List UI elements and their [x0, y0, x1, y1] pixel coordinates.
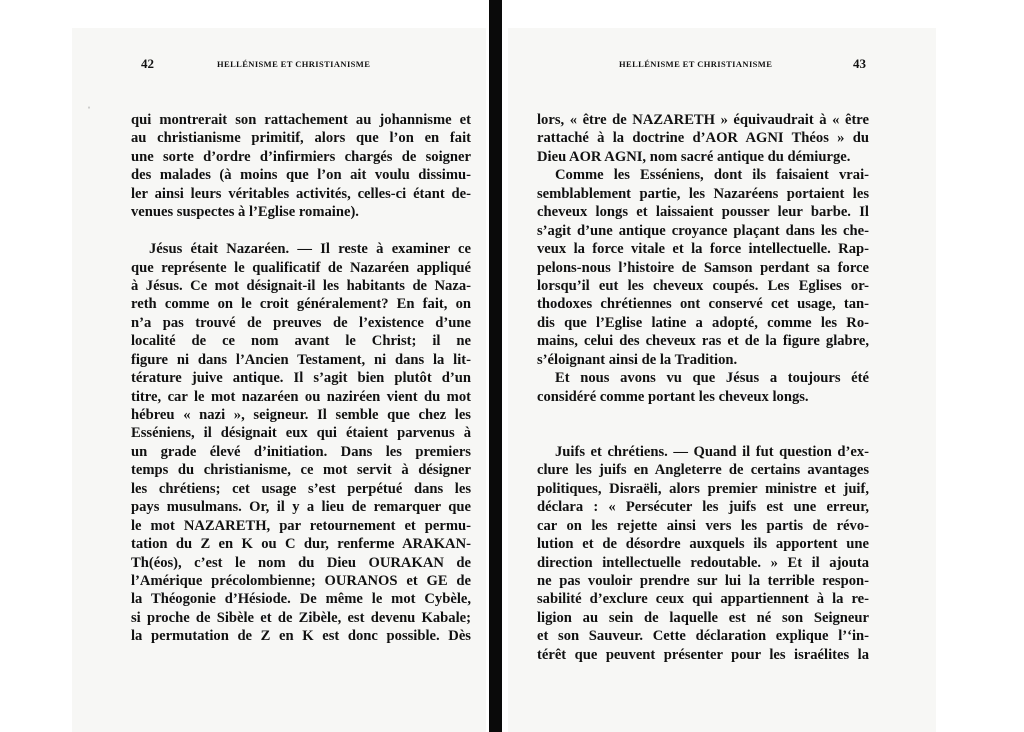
paragraph-gap	[537, 406, 869, 424]
running-head: HELLÉNISME ET CHRISTIANISME	[217, 59, 371, 69]
text-line: lors, « être de NAZARETH » équivaudrait à « être	[537, 112, 869, 128]
text-line: thodoxes chrétiennes ont conservé cet usage, tan-	[537, 296, 869, 313]
text-line: direction intellectuelle redoutable. » Et il ajouta	[537, 554, 869, 571]
text-line: térature juive antique. Il s’agit bien plutôt d’un	[131, 370, 471, 387]
text-line: et son Sauveur. Cette déclaration explique l’‘in-	[537, 628, 869, 645]
text-line: tation du Z en K ou C dur, renferme ARAKAN-	[131, 536, 471, 553]
text-line: qui montrerait son rattachement au johannisme et	[131, 112, 471, 128]
binding-shadow	[489, 0, 502, 732]
paragraph-gap	[537, 424, 869, 442]
left-body-text	[131, 111, 471, 646]
text-line: pelons-nous l’histoire de Samson perdant sa force	[537, 259, 869, 276]
text-line: considéré comme portant les cheveux longs.	[537, 388, 809, 405]
text-line: lorsqu’il eut les cheveux coupés. Les Eglises or-	[537, 277, 869, 294]
text-line: Comme les Esséniens, dont ils faisaient vrai-	[555, 167, 869, 184]
text-line: clure les juifs en Angleterre de certains avantages	[537, 462, 869, 479]
text-line: Juifs et chrétiens. — Quand il fut question d’ex-	[555, 443, 869, 460]
text-line: mains, celui des cheveux ras et de la figure glabre,	[537, 333, 869, 350]
text-line: s’agit d’une antique croyance plaçant dans les che-	[537, 222, 869, 239]
text-line: cheveux longs et laissaient pousser leur barbe. Il	[537, 204, 869, 221]
text-line: rattaché à la doctrine d’AOR AGNI Théos » du	[537, 130, 869, 147]
text-line: veux la force vitale et la force intellectuelle. Rap-	[537, 241, 869, 258]
text-line: s’éloignant ainsi de la Tradition.	[537, 351, 738, 368]
text-line: ler ainsi leurs véritables activités, celles-ci étant de-	[131, 185, 471, 202]
text-line: ligion au sein de laquelle est né son Seigneur	[537, 609, 869, 626]
running-head: HELLÉNISME ET CHRISTIANISME	[619, 59, 773, 69]
text-line: semblablement partie, les Nazaréens portaient les	[537, 185, 869, 202]
text-line: dis que l’Eglise latine a adopté, comme les Ro-	[537, 314, 869, 331]
right-body-text	[537, 111, 869, 664]
text-line: les chrétiens; cet usage s’est perpétué dans les	[131, 480, 471, 497]
text-line: sabilité d’exclure ceux qui appartiennent à la re-	[537, 591, 869, 608]
text-line: car on les rejette ainsi vers les partis de révo-	[537, 517, 869, 534]
text-line: Et nous avons vu que Jésus a toujours été	[555, 370, 869, 387]
margin-mark: ˈ	[87, 104, 91, 118]
text-line: un grade élevé d’initiation. Dans les premiers	[131, 443, 471, 460]
text-line: politiques, Disraëli, alors premier ministre et juif,	[537, 480, 869, 497]
text-line: pays musulmans. Or, il y a lieu de remarquer que	[131, 499, 471, 516]
text-line: Jésus était Nazaréen. — Il reste à examiner ce	[149, 241, 471, 258]
text-line: déclara : « Persécuter les juifs est une erreur,	[537, 499, 869, 516]
text-line: térêt que peuvent présenter pour les israélites la	[537, 646, 869, 663]
text-line: une sorte d’ordre d’infirmiers chargés de soigner	[131, 148, 471, 165]
text-line: Dieu AOR AGNI, nom sacré antique du démiurge.	[537, 148, 851, 165]
right-header	[537, 56, 869, 74]
text-line: ne pas vouloir prendre sur lui la terrible respon-	[537, 572, 869, 589]
text-line: la permutation de Z en K est donc possible. Dès	[131, 628, 471, 645]
text-line: n’a pas trouvé de preuves de l’existence d’une	[131, 314, 471, 331]
text-line: titre, car le mot nazaréen ou naziréen vient du mot	[131, 388, 471, 405]
text-line: Esséniens, il désignait eux qui étaient parvenus à	[131, 425, 471, 442]
text-line: venues suspectes à l’Eglise romaine).	[131, 204, 359, 221]
text-line: lution et de désordre auxquels ils apportent une	[537, 536, 869, 553]
text-line: figure ni dans l’Ancien Testament, ni dans la lit-	[131, 351, 471, 368]
text-line: des malades (à moins que l’on ait voulu dissimu-	[131, 167, 471, 184]
page-number: 43	[853, 56, 866, 71]
left-header	[131, 56, 471, 74]
paragraph-gap	[131, 222, 471, 240]
text-line: le mot NAZARETH, par retournement et permu-	[131, 517, 471, 534]
text-line: que représente le qualificatif de Nazaréen appliqué	[131, 259, 471, 276]
page-number: 42	[141, 56, 154, 71]
text-line: localité de ce nom avant le Christ; il ne	[131, 333, 471, 350]
text-line: si proche de Sibèle et de Zibèle, est devenu Kabale;	[131, 609, 471, 626]
text-line: la Théogonie d’Hésiode. De même le mot Cybèle,	[131, 591, 471, 608]
text-line: hébreu « nazi », seigneur. Il semble que chez les	[131, 407, 471, 423]
text-line: Th(éos), c’est le nom du Dieu OURAKAN de	[131, 554, 471, 571]
text-line: reth comme on le croit généralement? En fait, on	[131, 296, 471, 313]
text-line: l’Amérique précolombienne; OURANOS et GE de	[131, 572, 471, 589]
text-line: à Jésus. Ce mot désignait-il les habitants de Naza-	[131, 277, 471, 294]
text-line: au christianisme primitif, alors que l’on en fait	[131, 130, 471, 147]
text-line: temps du christianisme, ce mot servit à désigner	[131, 462, 471, 479]
